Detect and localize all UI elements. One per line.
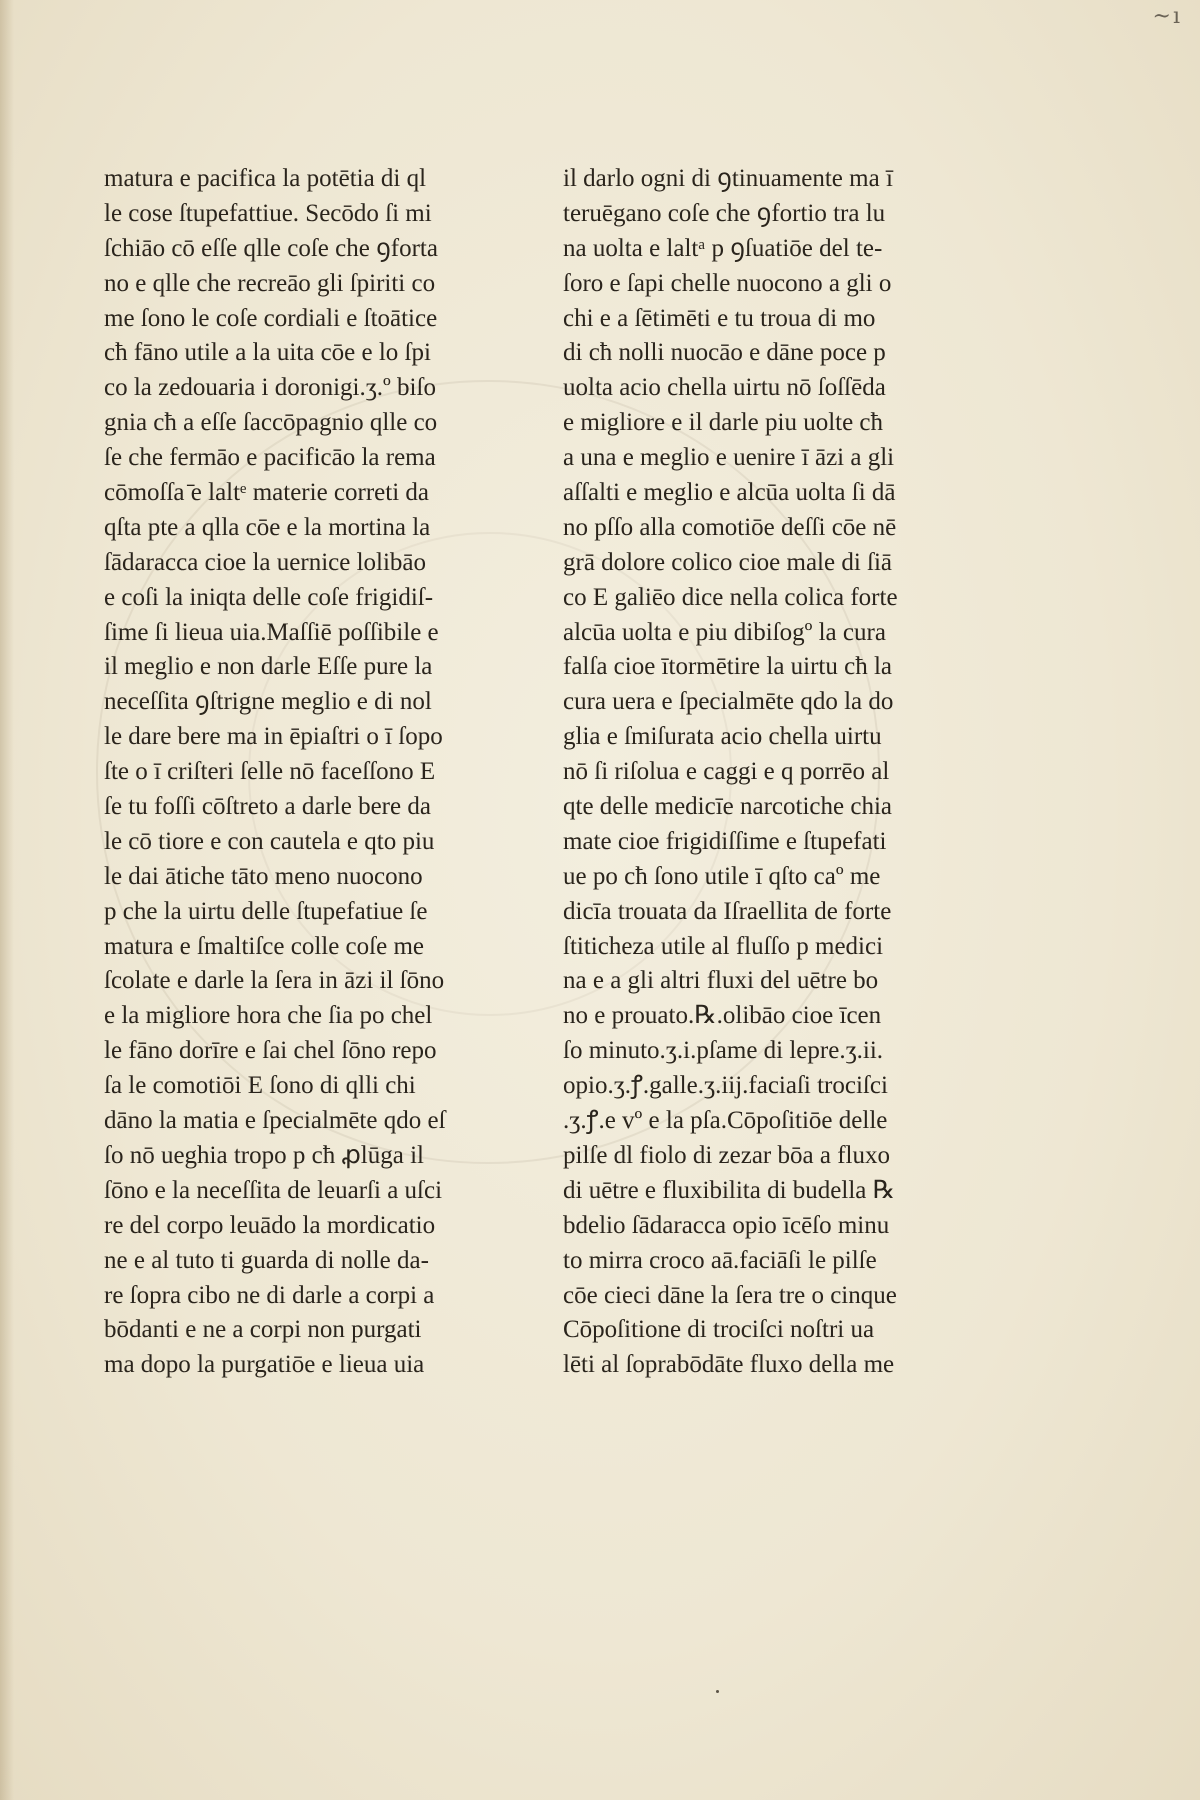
text-line: ſo minuto.ʒ.i.pſame di lepre.ʒ.ii.: [563, 1037, 884, 1065]
text-line: chi e a ſētimēti e tu troua di mo: [563, 304, 876, 332]
ink-speck: [716, 1690, 719, 1693]
text-line: lēti al ſoprabōdāte fluxo della me: [563, 1351, 895, 1379]
text-line: grā dolore colico cioe male di ſiā: [563, 548, 893, 576]
text-line: le fāno dorīre e ſai chel ſōno repo: [104, 1037, 437, 1065]
text-line: ſe che fermāo e pacificāo la rema: [104, 444, 436, 472]
text-line: ſcolate e darle la ſera in āzi il ſōno: [104, 967, 445, 995]
text-line: qte delle medicīe narcotiche chia: [563, 793, 892, 821]
text-line: no e prouato.℞.olibāo cioe īcen: [563, 1002, 882, 1030]
text-line: .ʒ.ꝭ.e vº e la pſa.Cōpoſitiōe delle: [563, 1107, 888, 1135]
text-line: ſtiticheza utile al fluſſo p medici: [563, 932, 884, 960]
text-line: me ſono le coſe cordiali e ſtoātice: [104, 304, 438, 332]
text-line: bōdanti e ne a corpi non purgati: [104, 1316, 422, 1344]
text-line: di cħ nolli nuocāo e dāne poce p: [563, 339, 886, 367]
text-line: le dare bere ma in ēpiaſtri o ī ſopo: [104, 723, 443, 751]
text-line: dāno la matia e ſpecialmēte qdo eſ: [104, 1107, 446, 1135]
text-line: alcūa uolta e piu dibiſogº la cura: [563, 618, 886, 646]
binding-edge-shadow: [0, 0, 14, 1800]
text-line: p che la uirtu delle ſtupefatiue ſe: [104, 897, 428, 925]
text-line: ue po cħ ſono utile ī qſto caº me: [563, 862, 881, 890]
text-line: Cōpoſitione di trociſci noſtri ua: [563, 1316, 875, 1344]
text-line: opio.ʒ.ꝭ.galle.ʒ.iij.faciaſi trociſci: [563, 1072, 888, 1100]
text-line: le dai ātiche tāto meno nuocono: [104, 862, 423, 890]
text-line: ſādaracca cioe la uernice lolibāo: [104, 548, 427, 576]
text-line: a una e meglio e uenire ī āzi a gli: [563, 444, 895, 472]
text-line: glia e ſmiſurata acio chella uirtu: [563, 723, 882, 751]
text-line: il darlo ogni di ꝯtinuamente ma ī: [563, 165, 893, 192]
text-line: il meglio e non darle Eſſe pure la: [104, 653, 433, 681]
text-line: le cose ſtupefattiue. Secōdo ſi mi: [104, 199, 432, 227]
text-line: bdelio ſādaracca opio īcēſo minu: [563, 1211, 890, 1239]
text-line: cōe cieci dāne la ſera tre o cinque: [563, 1281, 897, 1309]
text-line: na uolta e laltᵃ p ꝯſuatiōe del te-: [563, 234, 883, 262]
text-line: ma dopo la purgatiōe e lieua uia: [104, 1351, 425, 1379]
text-line: cura uera e ſpecialmēte qdo la do: [563, 688, 894, 716]
text-line: qſta pte a qlla cōe e la mortina la: [104, 513, 431, 541]
text-line: cōmoſſa ̄e laltᵉ materie correti da: [104, 479, 429, 507]
text-line: co la zedouaria i doronigi.ʒ.º biſo: [104, 374, 436, 402]
text-line: no e qlle che recreāo gli ſpiriti co: [104, 269, 436, 297]
text-line: le cō tiore e con cautela e qto piu: [104, 827, 435, 855]
text-line: ſe tu foſſi cōſtreto a darle bere da: [104, 793, 431, 821]
text-line: co E galiēo dice nella colica forte: [563, 583, 898, 611]
text-line: matura e pacifica la potētia di ql: [104, 165, 427, 192]
text-line: re del corpo leuādo la mordicatio: [104, 1211, 436, 1239]
text-line: ſoro e ſapi chelle nuocono a gli o: [563, 269, 892, 297]
text-line: e la migliore hora che ſia po chel: [104, 1002, 433, 1030]
text-line: falſa cioe ītormētire la uirtu cħ la: [563, 653, 893, 681]
text-line: ſime ſi lieua uia.Maſſiē poſſibile e: [104, 618, 439, 646]
text-column-left: [104, 162, 484, 1383]
text-line: ne e al tuto ti guarda di nolle da-: [104, 1246, 429, 1274]
folio-mark: ~ı: [1152, 4, 1182, 29]
text-line: di uētre e fluxibilita di budella ℞: [563, 1176, 896, 1204]
text-column-right: [563, 162, 943, 1383]
text-line: matura e ſmaltiſce colle coſe me: [104, 932, 424, 960]
text-line: uolta acio chella uirtu nō ſoſſēda: [563, 374, 886, 402]
text-line: teruēgano coſe che ꝯfortio tra lu: [563, 199, 886, 227]
text-line: ſte o ī criſteri ſelle nō faceſſono E: [104, 758, 436, 786]
text-line: na e a gli altri fluxi del uētre bo: [563, 967, 879, 995]
text-line: e migliore e il darle piu uolte cħ: [563, 409, 884, 437]
text-line: aſſalti e meglio e alcūa uolta ſi dā: [563, 479, 896, 507]
text-line: e coſi la iniqta delle coſe frigidiſ-: [104, 583, 434, 611]
text-line: pilſe dl fiolo di zezar bōa a fluxo: [563, 1141, 890, 1169]
text-line: dicīa trouata da Iſraellita de forte: [563, 897, 892, 925]
text-line: ſa le comotiōi E ſono di qlli chi: [104, 1072, 416, 1100]
text-line: nō ſi riſolua e caggi e q porrēo al: [563, 758, 890, 786]
text-line: to mirra croco aā.faciāſi le pilſe: [563, 1246, 877, 1274]
text-line: ſōno e la neceſſita de leuarſi a uſci: [104, 1176, 443, 1204]
text-line: no pſſo alla comotiōe deſſi cōe nē: [563, 513, 897, 541]
text-line: neceſſita ꝯſtrigne meglio e di nol: [104, 688, 432, 716]
text-line: ſchiāo cō eſſe qlle coſe che ꝯforta: [104, 234, 438, 262]
text-line: ſo nō ueghia tropo p cħ ꝓlūga il: [104, 1141, 424, 1169]
text-line: gnia cħ a eſſe ſaccōpagnio qlle co: [104, 409, 438, 437]
text-line: cħ fāno utile a la uita cōe e lo ſpi: [104, 339, 431, 367]
text-line: re ſopra cibo ne di darle a corpi a: [104, 1281, 435, 1309]
text-line: mate cioe frigidiſſime e ſtupefati: [563, 827, 887, 855]
